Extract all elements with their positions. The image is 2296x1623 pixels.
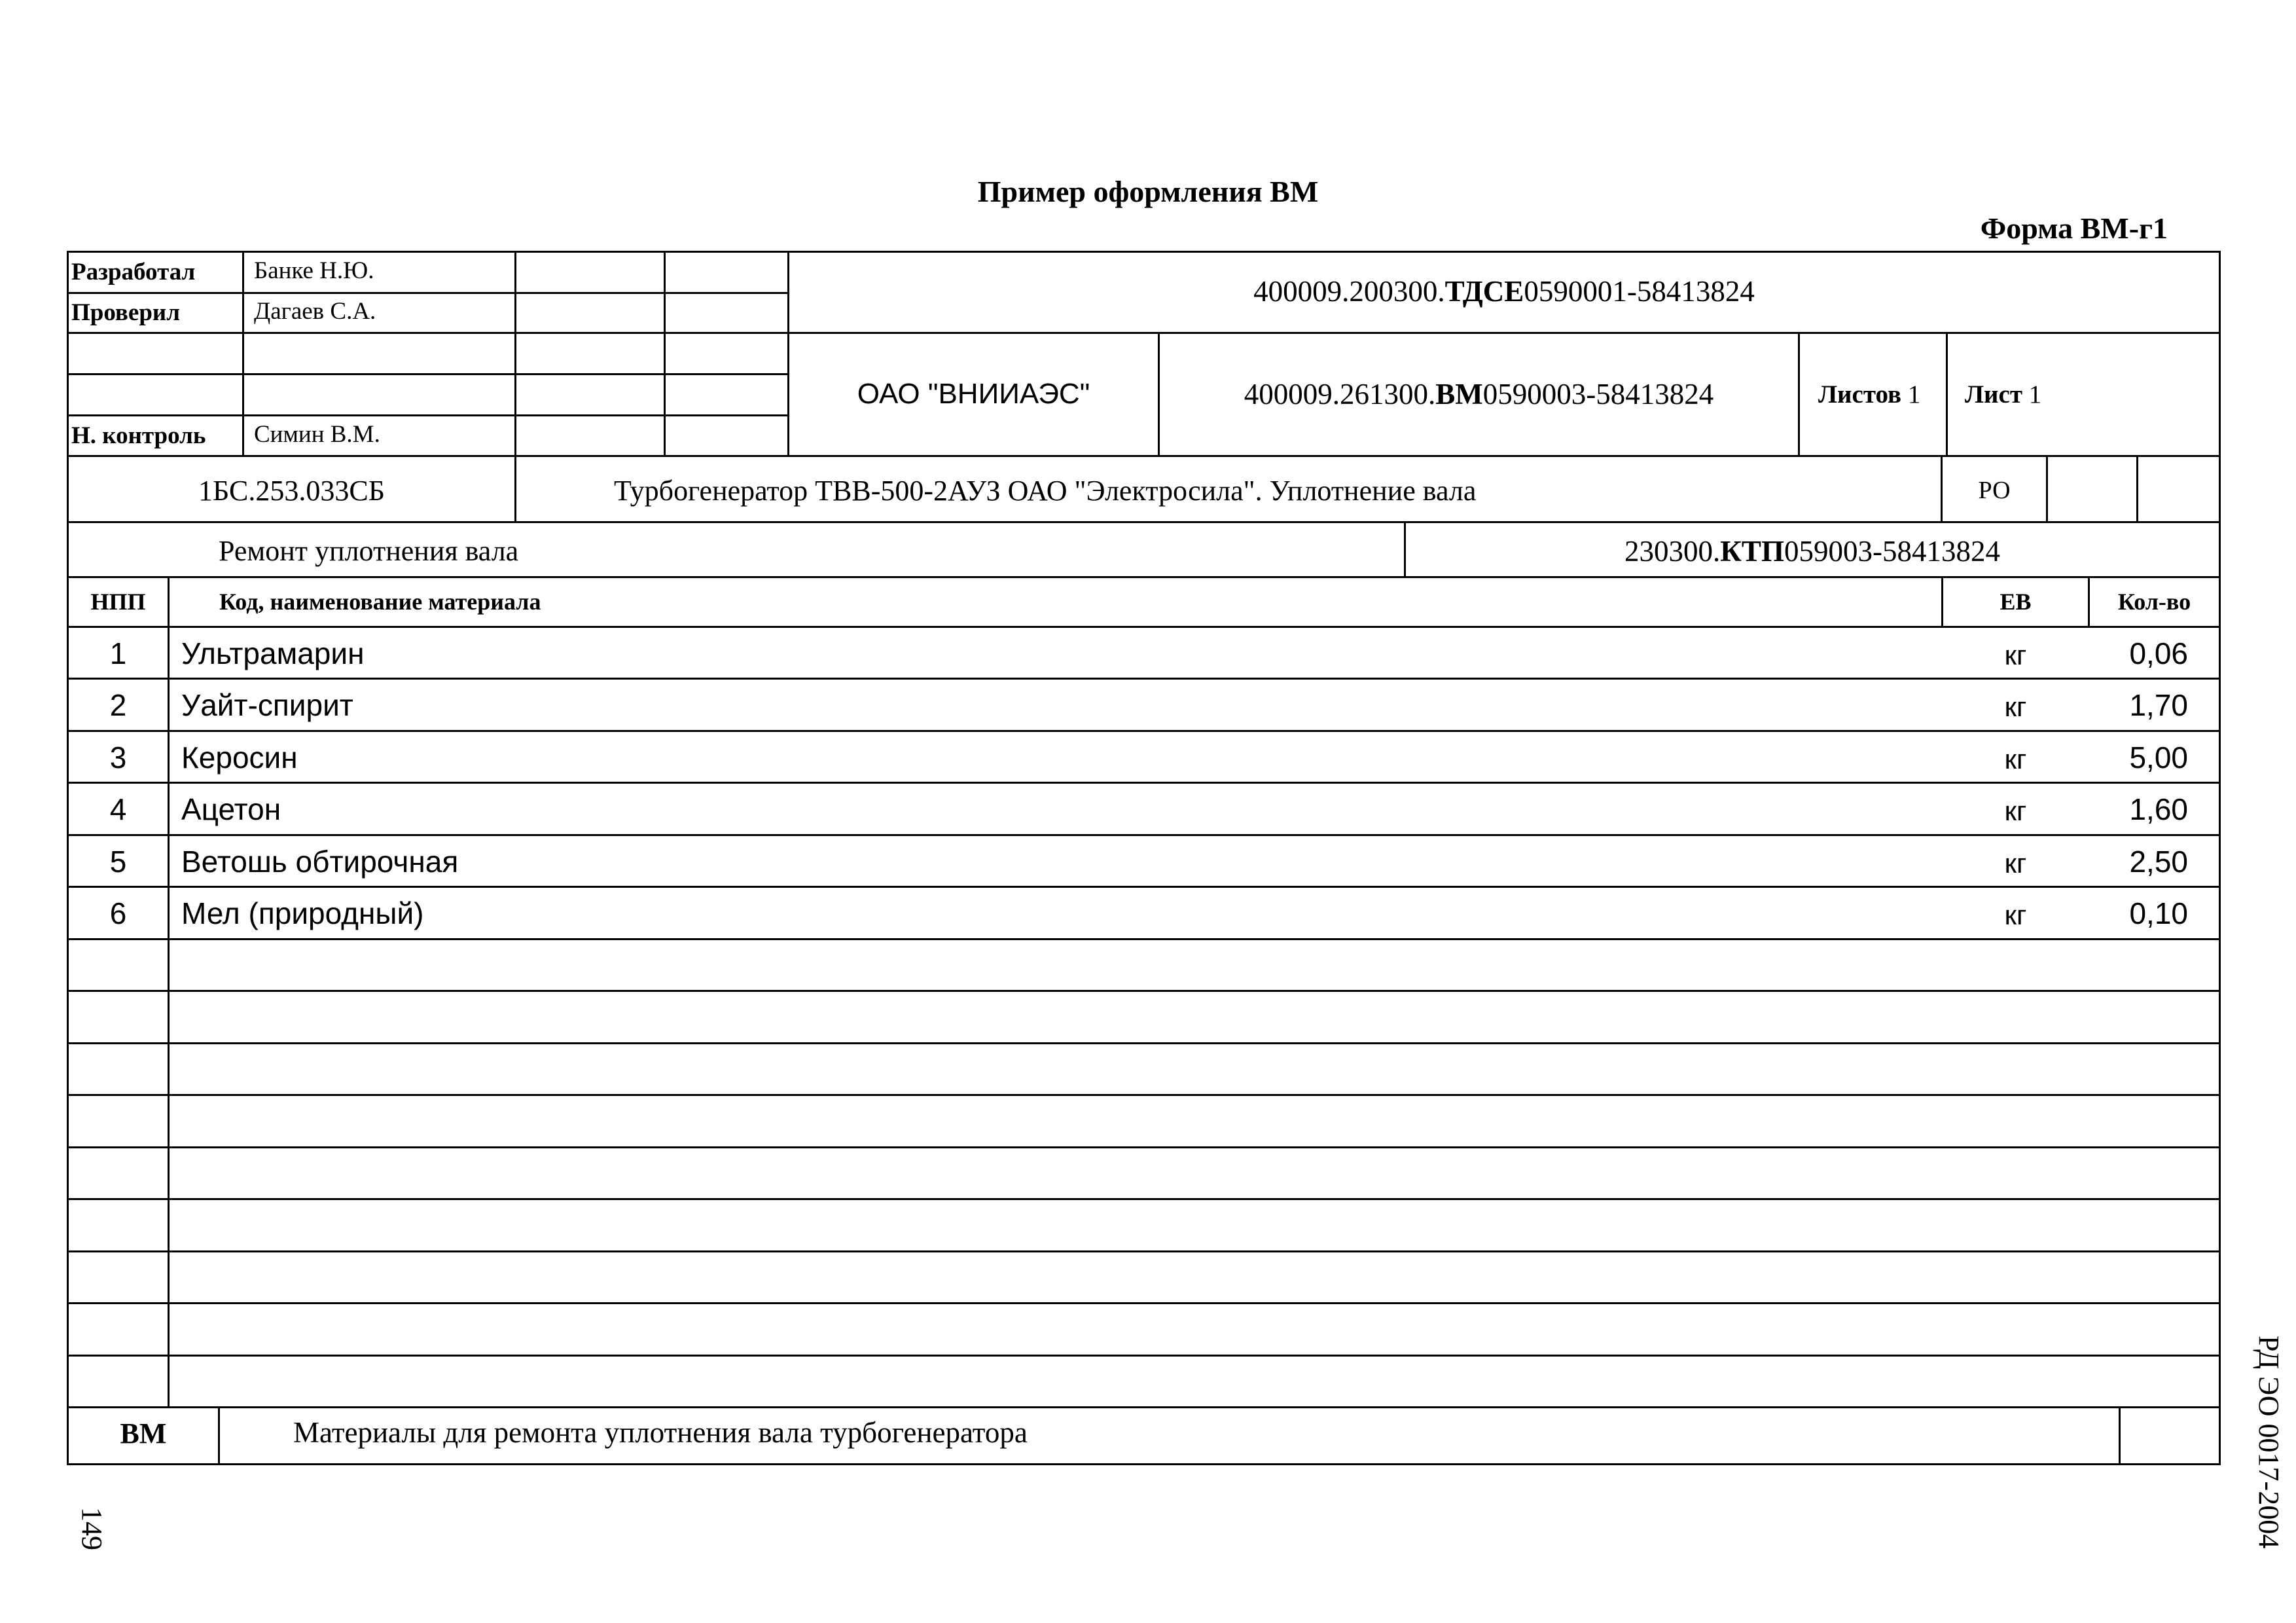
footer-code: ВМ bbox=[120, 1417, 167, 1450]
unit: кг bbox=[2004, 900, 2027, 930]
side-document-code: РД ЭО 0017-2004 bbox=[2253, 1336, 2285, 1549]
column-header-material: Код, наименование материала bbox=[219, 589, 541, 615]
quantity: 2,50 bbox=[2129, 845, 2188, 879]
unit: кг bbox=[2004, 744, 2027, 775]
signature-role-developer: Разработал bbox=[71, 259, 196, 285]
row-number: 6 bbox=[109, 896, 127, 930]
sheets-count: Листов 1 bbox=[1818, 380, 1921, 409]
signature-name-checker: Дагаев С.А. bbox=[254, 298, 376, 325]
material-name: Уайт-спирит bbox=[181, 688, 353, 722]
tdse-code: 400009.200300.ТДСЕ0590001-58413824 bbox=[1253, 275, 1755, 308]
row-number: 5 bbox=[109, 845, 127, 879]
signature-name-norm-control: Симин В.М. bbox=[254, 421, 380, 448]
footer-description: Материалы для ремонта уплотнения вала турбогенератора bbox=[293, 1416, 1028, 1449]
quantity: 1,60 bbox=[2129, 792, 2188, 826]
quantity: 1,70 bbox=[2129, 688, 2188, 722]
unit: кг bbox=[2004, 691, 2027, 722]
column-header-number: НПП bbox=[90, 589, 146, 615]
row-number: 3 bbox=[109, 740, 127, 775]
material-name: Ацетон bbox=[181, 792, 281, 826]
organization-name: ОАО "ВНИИАЭС" bbox=[857, 378, 1090, 410]
signature-role-checker: Проверил bbox=[71, 299, 180, 326]
quantity: 0,10 bbox=[2129, 896, 2188, 930]
quantity: 5,00 bbox=[2129, 740, 2188, 775]
column-header-unit: ЕВ bbox=[2000, 589, 2032, 615]
form-label: Форма ВМ-г1 bbox=[1980, 211, 2168, 245]
product-name: Турбогенератор ТВВ-500-2АУЗ ОАО "Электросила". Уплотнение вала bbox=[614, 475, 1477, 507]
signature-name-developer: Банке Н.Ю. bbox=[254, 257, 374, 284]
vm-code: 400009.261300.ВМ0590003-58413824 bbox=[1244, 378, 1714, 410]
ro-label: РО bbox=[1978, 477, 2011, 504]
unit: кг bbox=[2004, 640, 2027, 670]
row-number: 2 bbox=[109, 688, 127, 722]
page-number: 149 bbox=[76, 1507, 108, 1550]
quantity: 0,06 bbox=[2129, 636, 2188, 670]
page-title: Пример оформления ВМ bbox=[977, 175, 1319, 208]
drawing-code: 1БС.253.033СБ bbox=[198, 475, 385, 507]
material-name: Керосин bbox=[181, 740, 298, 775]
row-number: 4 bbox=[109, 792, 127, 826]
material-name: Ветошь обтирочная bbox=[181, 845, 459, 879]
ktp-code: 230300.КТП059003-58413824 bbox=[1624, 535, 2000, 568]
unit: кг bbox=[2004, 848, 2027, 879]
operation-name: Ремонт уплотнения вала bbox=[219, 535, 519, 567]
material-name: Ультрамарин bbox=[181, 636, 365, 670]
unit: кг bbox=[2004, 795, 2027, 826]
material-name: Мел (природный) bbox=[181, 896, 424, 930]
signature-role-norm-control: Н. контроль bbox=[71, 422, 206, 449]
column-header-quantity: Кол-во bbox=[2117, 589, 2191, 615]
sheet-number: Лист 1 bbox=[1965, 380, 2042, 409]
row-number: 1 bbox=[109, 636, 127, 670]
